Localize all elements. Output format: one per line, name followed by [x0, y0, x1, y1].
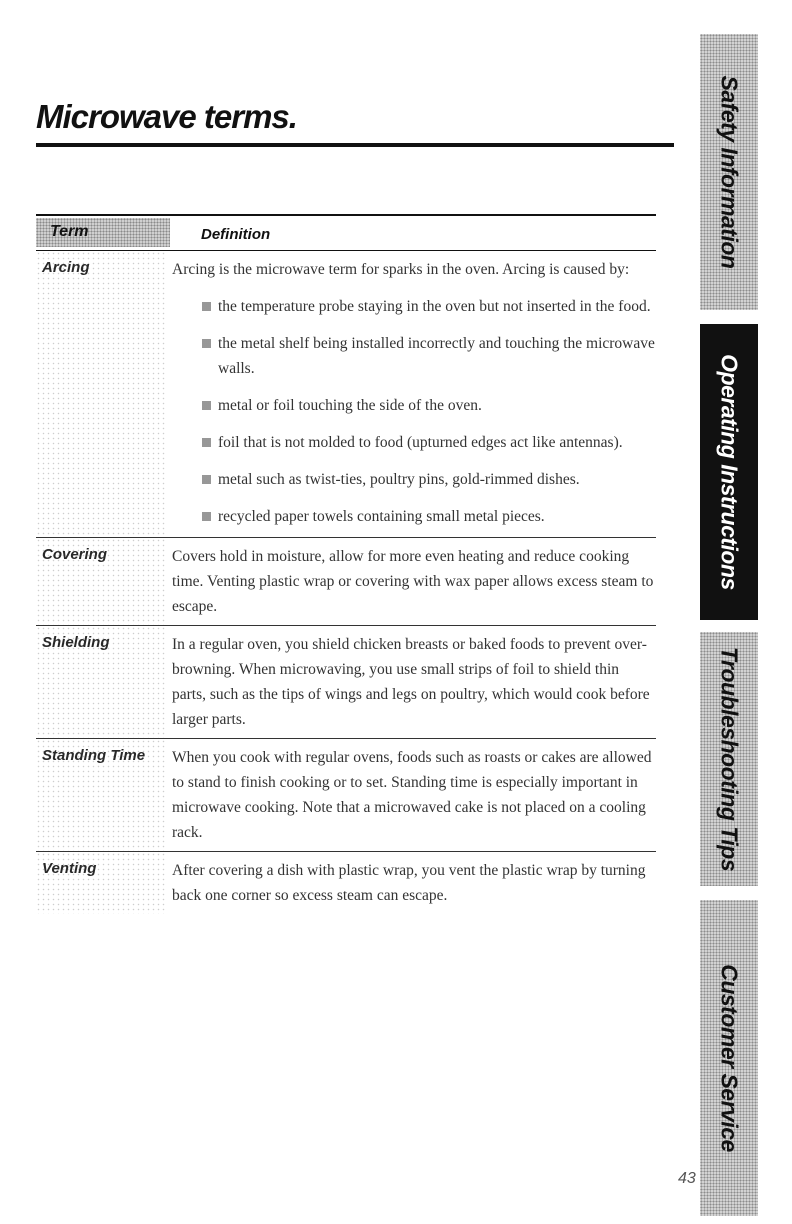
tab-troubleshooting-tips[interactable]: [700, 632, 758, 886]
tab-label: Customer Service: [716, 964, 743, 1152]
term-cell: [36, 739, 166, 851]
title-rule: [36, 143, 674, 147]
term-header: Term: [50, 223, 89, 240]
term-cell: [36, 251, 166, 537]
list-item: foil that is not molded to food (upturned edges act like antennas).: [172, 430, 656, 455]
definition-standing-time: [172, 739, 656, 851]
definition-arcing: [172, 251, 656, 537]
definition-header: Definition: [201, 226, 271, 243]
list-item: recycled paper towels containing small metal pieces.: [172, 504, 656, 529]
page-number: 43: [678, 1170, 696, 1187]
definition-covering: [172, 538, 656, 625]
term-shielding: Shielding: [42, 634, 110, 651]
table-header: [36, 216, 656, 251]
arcing-causes-list: [172, 294, 656, 529]
definition-text: Covers hold in moisture, allow for more even heating and reduce cooking time. Venting plastic wrap or covering with wax paper allows excess steam to escape.: [172, 548, 654, 615]
terms-table: [36, 214, 656, 914]
term-header-cell: [36, 218, 170, 247]
list-item: metal or foil touching the side of the oven.: [172, 393, 656, 418]
definition-text: Arcing is the microwave term for sparks in the oven. Arcing is caused by:: [172, 261, 630, 278]
tab-customer-service[interactable]: [700, 900, 758, 1216]
list-item: the metal shelf being installed incorrectly and touching the microwave walls.: [172, 331, 656, 381]
tab-safety-information[interactable]: [700, 34, 758, 310]
list-item: the temperature probe staying in the oven but not inserted in the food.: [172, 294, 656, 319]
definition-text: After covering a dish with plastic wrap, you vent the plastic wrap by turning back one corner so excess steam can escape.: [172, 862, 646, 904]
table-row: [36, 251, 656, 538]
page-title: Microwave terms.: [36, 98, 297, 135]
term-covering: Covering: [42, 546, 108, 563]
tab-label: Safety Information: [716, 75, 743, 269]
term-arcing: Arcing: [42, 259, 90, 276]
table-row: [36, 538, 656, 626]
term-cell: [36, 852, 166, 914]
tab-label: Troubleshooting Tips: [716, 646, 743, 872]
tab-label: Operating Instructions: [716, 354, 743, 590]
list-item: metal such as twist-ties, poultry pins, gold-rimmed dishes.: [172, 467, 656, 492]
definition-text: In a regular oven, you shield chicken breasts or baked foods to prevent over-browning. When microwaving, you use small strips of foil to shield thin parts, such as the tips of wings and legs on poultry, which would cook before larger parts.: [172, 636, 650, 728]
definition-text: When you cook with regular ovens, foods such as roasts or cakes are allowed to stand to finish cooking or to set. Standing time is especially important in microwave cooking. Note that a microwaved cake is not placed on a cooling rack.: [172, 749, 652, 841]
term-cell: [36, 626, 166, 738]
table-row: [36, 626, 656, 739]
section-sidebar: [700, 34, 758, 1218]
term-venting: Venting: [42, 860, 97, 877]
tab-operating-instructions[interactable]: [700, 324, 758, 620]
term-standing-time: Standing Time: [42, 747, 146, 764]
definition-venting: [172, 852, 656, 914]
definition-shielding: [172, 626, 656, 738]
table-row: [36, 852, 656, 914]
table-row: [36, 739, 656, 852]
term-cell: [36, 538, 166, 625]
